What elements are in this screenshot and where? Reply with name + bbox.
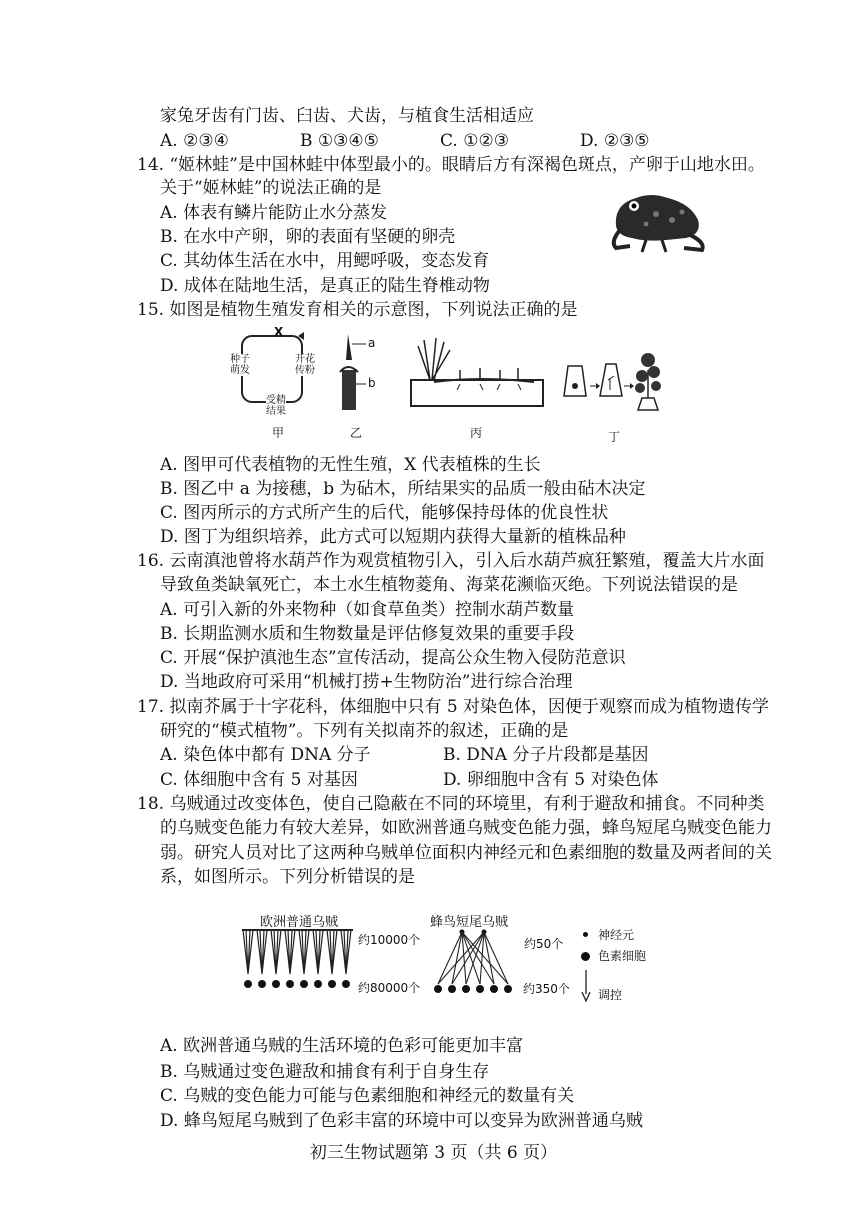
right-squid-network (432, 928, 522, 998)
q16-stem-line2: 导致鱼类缺氧死亡，本土水生植物菱角、海菜花濒临灭绝。下列说法错误的是 (160, 575, 738, 595)
neuron-fan (341, 930, 351, 974)
q17-option-d: D. 卵细胞中含有 5 对染色体 (443, 770, 659, 790)
q14-option-b: B. 在水中产卵，卵的表面有坚硬的卵壳 (160, 227, 456, 247)
label-a: a (368, 336, 376, 350)
q13-option-d: D. ②③⑤ (580, 131, 650, 151)
cycle-x-label: X (274, 325, 284, 339)
q17-stem-line2: 研究的“模式植物”。下列有关拟南芥的叙述，正确的是 (160, 721, 569, 741)
pigment-cell-dot (504, 985, 512, 993)
pigment-cell-dot (244, 980, 252, 988)
legend-arrow-icon (580, 970, 592, 1002)
label-b: b (368, 376, 376, 390)
left-squid-network (240, 924, 355, 996)
cycle-right-label: 开花 传粉 (295, 354, 315, 376)
caption-bing: 丙 (470, 426, 483, 440)
pigment-cell-dot (448, 985, 456, 993)
pigment-cell-dot (286, 980, 294, 988)
fig-bing-propagation (410, 336, 544, 408)
neuron-link (462, 932, 466, 984)
q14-option-d: D. 成体在陆地生活，是真正的陆生脊椎动物 (160, 276, 490, 296)
cycle-left-label: 种子 萌发 (230, 354, 250, 376)
caption-jia: 甲 (272, 426, 285, 440)
right-pigment-count: 约350个 (523, 982, 570, 996)
q16-option-a: A. 可引入新的外来物种（如食草鱼类）控制水葫芦数量 (160, 600, 575, 620)
q18-stem-line3: 弱。研究人员对比了这两种乌贼单位面积内神经元和色素细胞的数量及两者间的关 (160, 843, 772, 863)
q17-option-b: B. DNA 分子片段都是基因 (443, 745, 649, 765)
pigment-cell-dot (476, 985, 484, 993)
page-footer: 初三生物试题第 3 页（共 6 页） (309, 1143, 558, 1163)
neuron-fan (271, 930, 281, 974)
fig-ding-tissue-culture (560, 346, 664, 412)
pigment-cell-dot (300, 980, 308, 988)
caption-yi: 乙 (350, 426, 363, 440)
q13-option-b: B ①③④⑤ (300, 131, 379, 151)
neuron-fan (243, 930, 253, 974)
q15-option-c: C. 图丙所示的方式所产生的后代，能够保持母体的优良性状 (160, 503, 609, 523)
squid-legend (580, 926, 660, 1006)
caption-ding: 丁 (608, 430, 621, 444)
q18-option-c: C. 乌贼的变色能力可能与色素细胞和神经元的数量有关 (160, 1086, 575, 1106)
q16-option-b: B. 长期监测水质和生物数量是评估修复效果的重要手段 (160, 624, 575, 644)
q15-option-b: B. 图乙中 a 为接穗，b 为砧木，所结果实的品质一般由砧木决定 (160, 479, 646, 499)
left-squid-title: 欧洲普通乌贼 (260, 915, 339, 930)
q18-option-d: D. 蜂鸟短尾乌贼到了色彩丰富的环境中可以变异为欧洲普通乌贼 (160, 1111, 643, 1131)
pigment-cell-dot (342, 980, 350, 988)
q13-option-c: C. ①②③ (440, 131, 509, 151)
right-squid-title: 蜂鸟短尾乌贼 (430, 915, 509, 930)
q16-option-c: C. 开展“保护滇池生态”宣传活动，提高公众生物入侵防范意识 (160, 648, 626, 668)
q18-option-a: A. 欧洲普通乌贼的生活环境的色彩可能更加丰富 (160, 1036, 524, 1056)
pigment-cell-dot (314, 980, 322, 988)
frog-illustration (606, 186, 710, 254)
pigment-cell-dot (258, 980, 266, 988)
q16-option-d: D. 当地政府可采用“机械打捞+生物防治”进行综合治理 (160, 672, 573, 692)
legend-pigment-dot (581, 952, 590, 961)
q14-stem-line2: 关于“姬林蛙”的说法正确的是 (160, 178, 382, 198)
q17-option-a: A. 染色体中都有 DNA 分子 (160, 745, 371, 765)
cycle-bottom-label: 受精 结果 (266, 395, 286, 417)
pigment-cell-dot (328, 980, 336, 988)
q15-option-a: A. 图甲可代表植物的无性生殖，X 代表植株的生长 (160, 455, 541, 475)
q17-stem-line1: 17. 拟南芥属于十字花科，体细胞中只有 5 对染色体，因便于观察而成为植物遗传学 (137, 697, 770, 717)
q15-option-d: D. 图丁为组织培养，此方式可以短期内获得大量新的植株品种 (160, 527, 626, 547)
q17-option-c: C. 体细胞中含有 5 对基因 (160, 770, 358, 790)
q18-stem-line1: 18. 乌贼通过改变体色，使自己隐蔽在不同的环境里，有利于避敌和捕食。不同种类 (137, 794, 765, 814)
neuron-link (480, 932, 484, 984)
left-pigment-count: 约80000个 (358, 981, 421, 995)
pigment-cell-dot (434, 985, 442, 993)
q13-tail-line: 家兔牙齿有门齿、臼齿、犬齿，与植食生活相适应 (160, 106, 534, 126)
q18-stem-line4: 系，如图所示。下列分析错误的是 (160, 867, 415, 887)
q14-stem-line1: 14. “姬林蛙”是中国林蛙中体型最小的。眼睛后方有深褐色斑点，产卵于山地水田。 (137, 155, 765, 175)
q17-options-row2 (160, 768, 760, 792)
neuron-link (438, 932, 462, 984)
legend-neuron-label: 神经元 (598, 928, 635, 942)
q18-stem-line2: 的乌贼变色能力有较大差异，如欧洲普通乌贼变色能力强，蜂鸟短尾乌贼变色能力 (160, 818, 772, 838)
neuron-fan (285, 930, 295, 974)
neuron-link (484, 932, 508, 984)
q16-stem-line1: 16. 云南滇池曾将水葫芦作为观赏植物引入，引入后水葫芦疯狂繁殖，覆盖大片水面 (137, 551, 765, 571)
neuron-fan (327, 930, 337, 974)
legend-neuron-dot (583, 932, 588, 937)
legend-control-label: 调控 (598, 988, 623, 1002)
q13-option-a: A. ②③④ (160, 131, 229, 151)
pigment-cell-dot (490, 985, 498, 993)
neuron-fan (257, 930, 267, 974)
pigment-cell-dot (272, 980, 280, 988)
left-neuron-count: 约10000个 (358, 933, 421, 947)
neuron-fan (313, 930, 323, 974)
legend-pigment-label: 色素细胞 (598, 949, 647, 963)
q15-stem: 15. 如图是植物生殖发育相关的示意图，下列说法正确的是 (137, 300, 578, 320)
q14-option-c: C. 其幼体生活在水中，用鳃呼吸，变态发育 (160, 251, 490, 271)
pigment-cell-dot (462, 985, 470, 993)
right-neuron-count: 约50个 (524, 937, 564, 951)
q17-options-row1 (160, 743, 760, 767)
q18-option-b: B. 乌贼通过变色避敌和捕食有利于自身生存 (160, 1062, 490, 1082)
q14-option-a: A. 体表有鳞片能防止水分蒸发 (160, 203, 388, 223)
q13-options (160, 129, 800, 153)
neuron-fan (299, 930, 309, 974)
